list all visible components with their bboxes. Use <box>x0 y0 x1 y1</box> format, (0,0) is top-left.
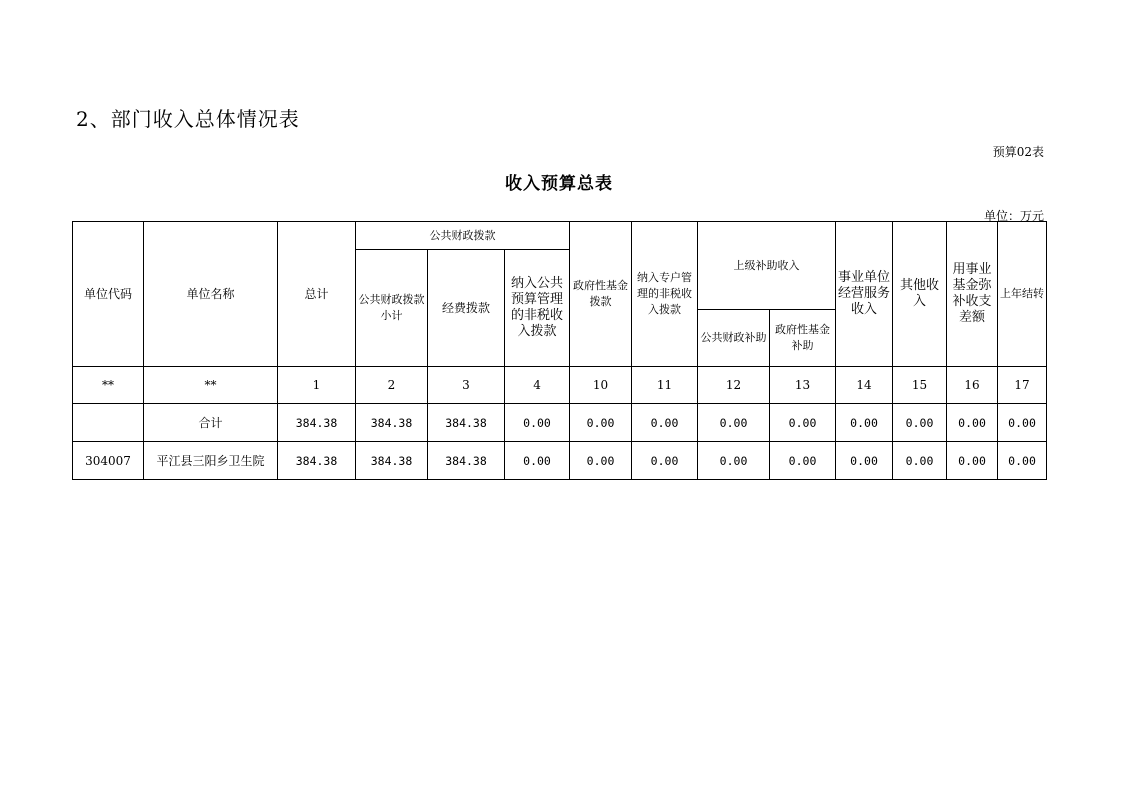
header-public-finance-group: 公共财政拨款 <box>356 222 570 250</box>
header-unit-code: 单位代码 <box>73 222 144 367</box>
header-public-finance-subtotal: 公共财政拨款小计 <box>356 250 428 367</box>
cell-value: 0.00 <box>570 404 632 442</box>
cell-value: 384.38 <box>278 442 356 480</box>
income-budget-table <box>72 221 1047 480</box>
cell-value: 0.00 <box>947 442 998 480</box>
cell-value: 0.00 <box>770 404 836 442</box>
table-row <box>73 442 1047 480</box>
index-cell: 3 <box>428 367 505 404</box>
header-public-finance-subsidy: 公共财政补助 <box>698 310 770 367</box>
index-cell: 16 <box>947 367 998 404</box>
cell-unit-name: 平江县三阳乡卫生院 <box>144 442 278 480</box>
cell-value: 384.38 <box>356 442 428 480</box>
header-gov-fund: 政府性基金拨款 <box>570 222 632 367</box>
header-superior-subsidy-group: 上级补助收入 <box>698 222 836 310</box>
cell-unit-name: 合计 <box>144 404 278 442</box>
cell-value: 0.00 <box>505 442 570 480</box>
cell-value: 384.38 <box>278 404 356 442</box>
table-title: 收入预算总表 <box>505 174 613 194</box>
header-row-1 <box>73 222 1047 250</box>
cell-value: 0.00 <box>570 442 632 480</box>
form-number: 预算02表 <box>992 145 1044 159</box>
cell-value: 0.00 <box>893 442 947 480</box>
index-cell: 17 <box>998 367 1047 404</box>
cell-unit-code <box>73 404 144 442</box>
index-cell: ** <box>144 367 278 404</box>
index-cell: 12 <box>698 367 770 404</box>
header-unit-name: 单位名称 <box>144 222 278 367</box>
cell-value: 0.00 <box>505 404 570 442</box>
header-non-tax-budget: 纳入公共预算管理的非税收入拨款 <box>505 250 570 367</box>
cell-value: 0.00 <box>893 404 947 442</box>
header-fund-makeup: 用事业基金弥补收支差额 <box>947 222 998 367</box>
cell-value: 384.38 <box>356 404 428 442</box>
index-cell: 15 <box>893 367 947 404</box>
header-special-non-tax: 纳入专户管理的非税收入拨款 <box>632 222 698 367</box>
cell-value: 0.00 <box>770 442 836 480</box>
cell-value: 0.00 <box>947 404 998 442</box>
cell-value: 0.00 <box>998 442 1047 480</box>
index-row <box>73 367 1047 404</box>
index-cell: ** <box>73 367 144 404</box>
cell-value: 0.00 <box>836 404 893 442</box>
index-cell: 11 <box>632 367 698 404</box>
cell-value: 0.00 <box>836 442 893 480</box>
header-other-income: 其他收入 <box>893 222 947 367</box>
unit-label: 单位：万元 <box>983 209 1044 223</box>
header-prior-year-carry: 上年结转 <box>998 222 1047 367</box>
header-business-service: 事业单位经营服务收入 <box>836 222 893 367</box>
index-cell: 10 <box>570 367 632 404</box>
header-expense-allocation: 经费拨款 <box>428 250 505 367</box>
cell-value: 0.00 <box>998 404 1047 442</box>
cell-value: 0.00 <box>632 404 698 442</box>
cell-value: 0.00 <box>632 442 698 480</box>
cell-value: 384.38 <box>428 442 505 480</box>
cell-unit-code: 304007 <box>73 442 144 480</box>
index-cell: 14 <box>836 367 893 404</box>
index-cell: 1 <box>278 367 356 404</box>
index-cell: 2 <box>356 367 428 404</box>
table-row-total <box>73 404 1047 442</box>
cell-value: 0.00 <box>698 404 770 442</box>
cell-value: 384.38 <box>428 404 505 442</box>
cell-value: 0.00 <box>698 442 770 480</box>
section-title: 2、部门收入总体情况表 <box>76 107 300 131</box>
index-cell: 4 <box>505 367 570 404</box>
index-cell: 13 <box>770 367 836 404</box>
header-gov-fund-subsidy: 政府性基金补助 <box>770 310 836 367</box>
header-total: 总计 <box>278 222 356 367</box>
